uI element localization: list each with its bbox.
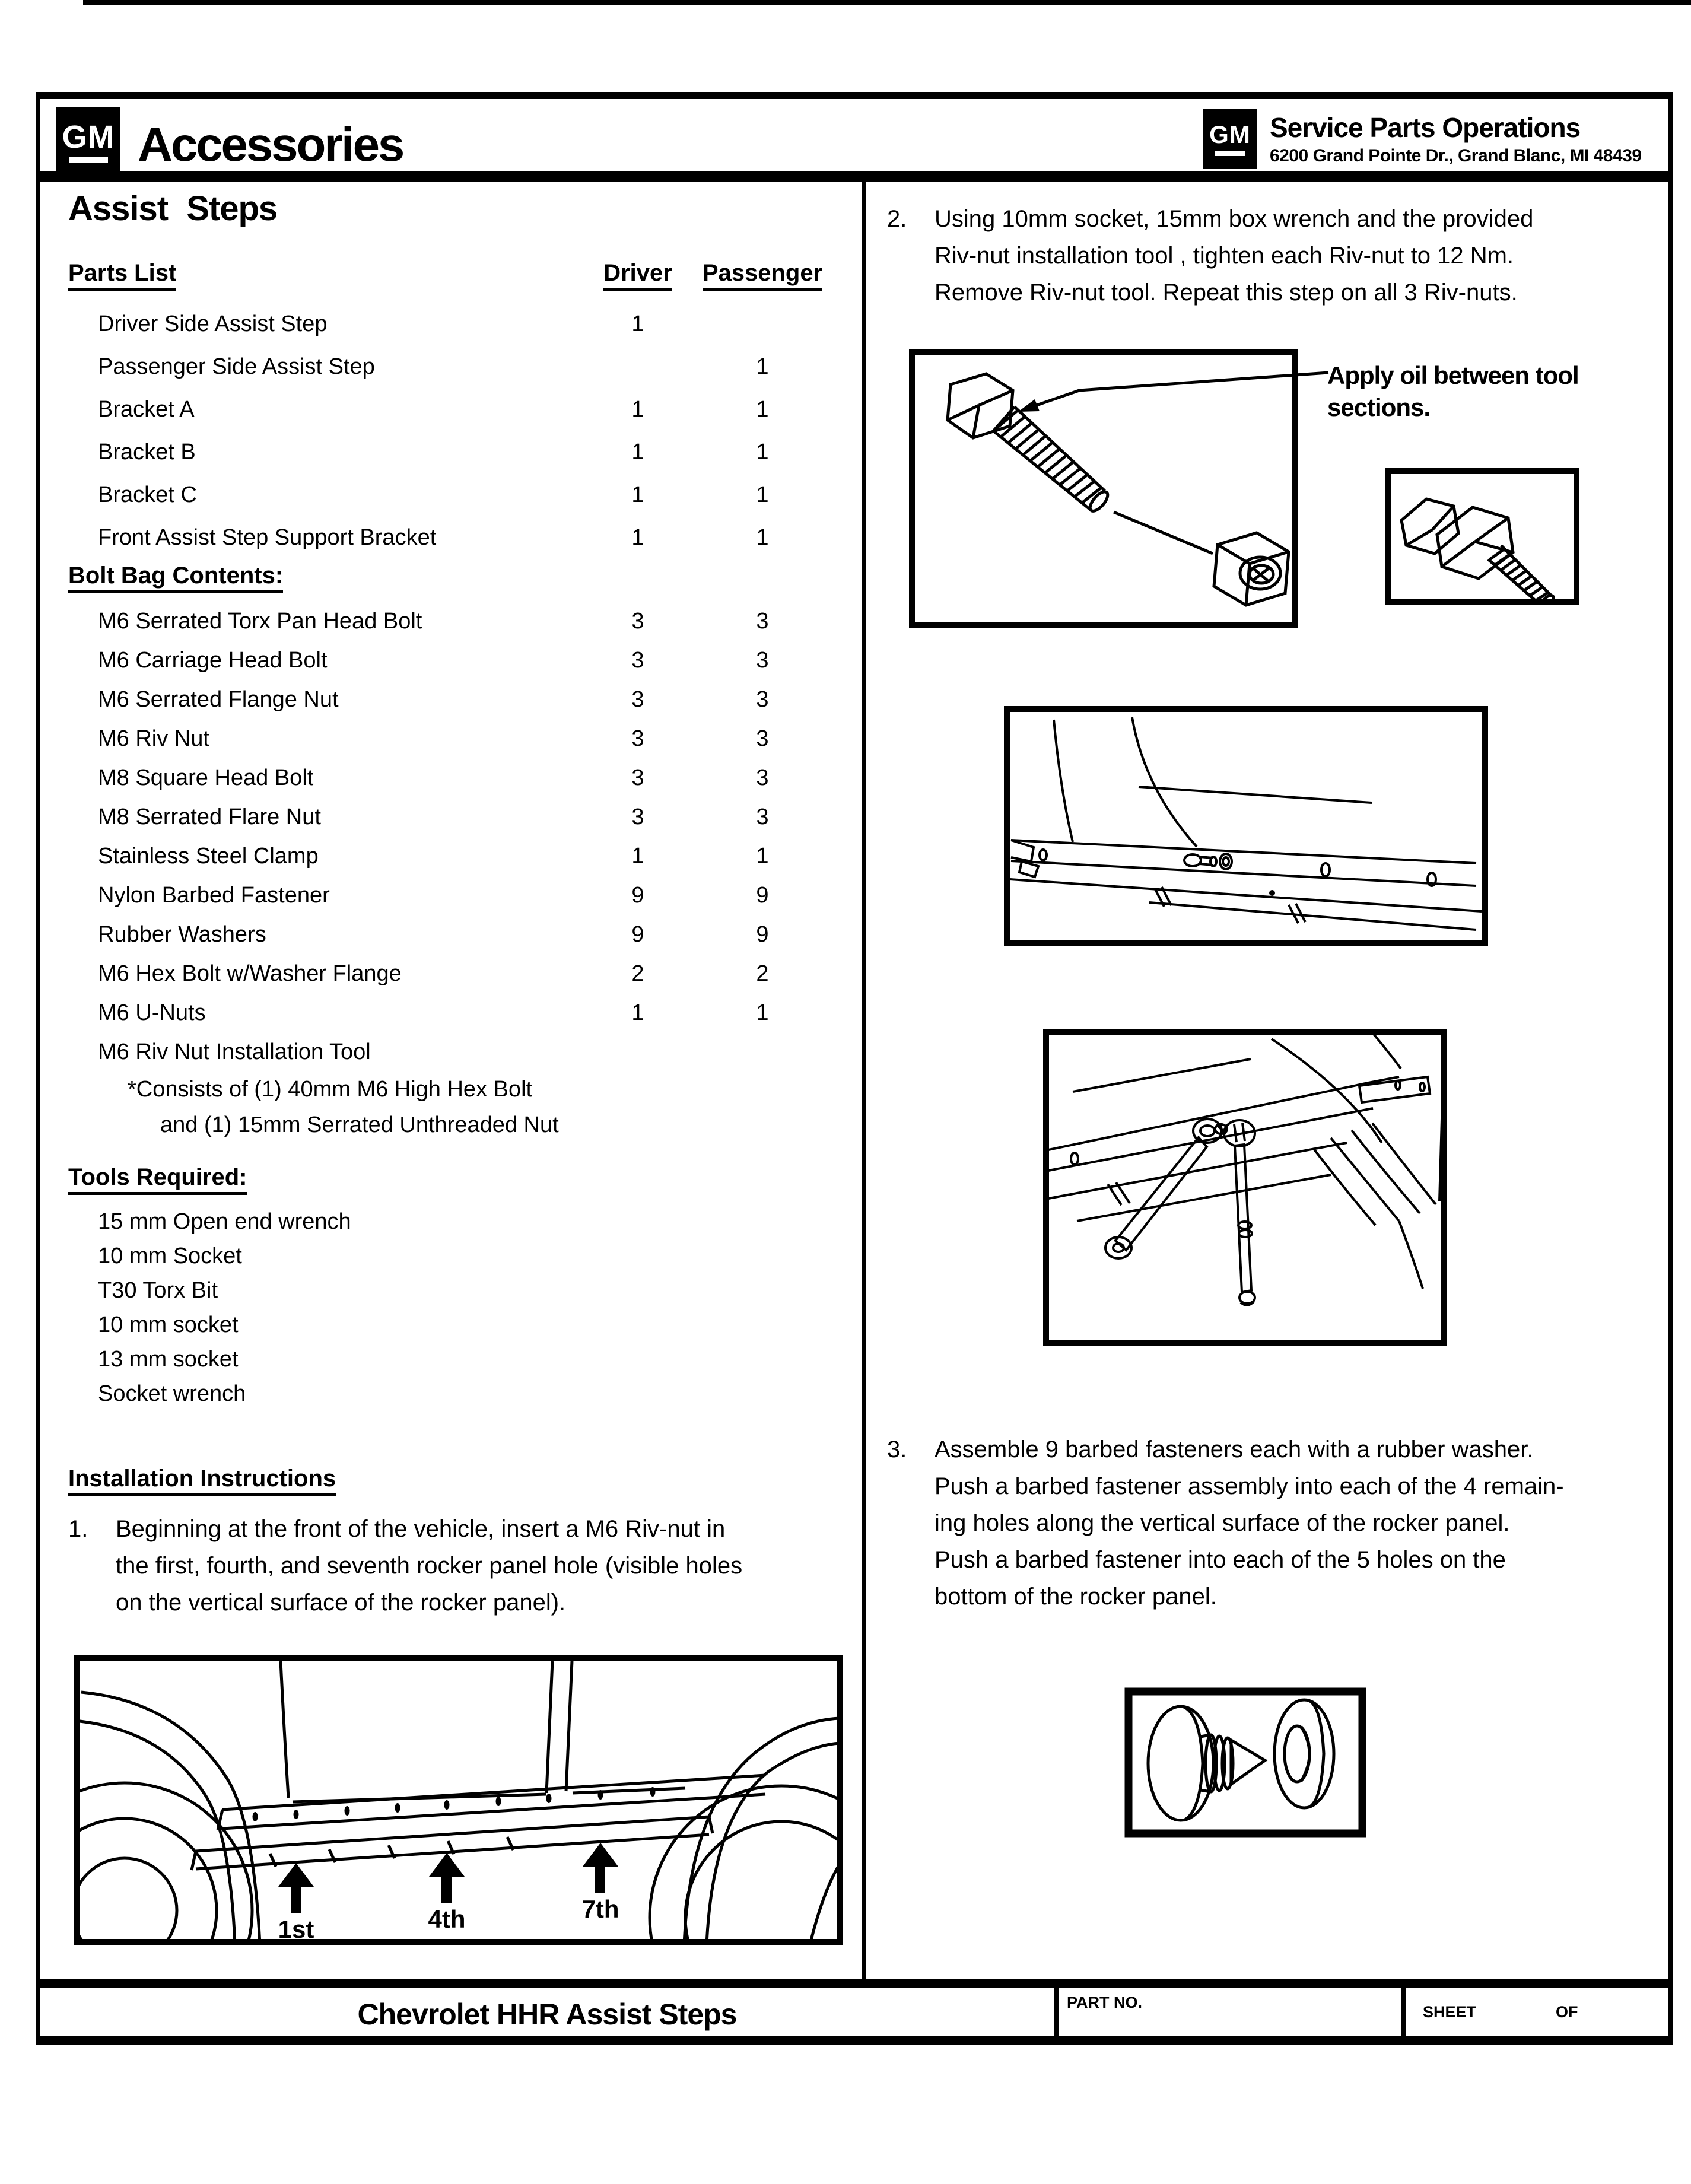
sheet-label: SHEET (1423, 2003, 1477, 2021)
installation-instructions (68, 1465, 846, 1621)
driver-qty: 1 (631, 396, 644, 422)
step-text-line: ing holes along the vertical surface of the rocker panel. (935, 1510, 1510, 1536)
table-row (68, 719, 846, 758)
passenger-qty: 1 (756, 482, 769, 507)
bolt-bag-heading: Bolt Bag Contents: (68, 562, 283, 593)
rivnut-tool-assembled-drawing (1385, 468, 1579, 605)
part-name: Front Assist Step Support Bracket (98, 524, 437, 550)
step-text (935, 1431, 1658, 1615)
part-no-label: PART NO. (1067, 1994, 1142, 2011)
footer-divider-1 (1054, 1988, 1059, 2036)
table-row (68, 680, 846, 719)
part-name: Bracket A (98, 396, 195, 422)
table-row (68, 758, 846, 797)
parts-list-heading: Parts List (68, 260, 176, 291)
rocker-panel-holes-diagram (1004, 706, 1488, 946)
passenger-qty: 3 (756, 686, 769, 712)
table-row (68, 602, 846, 641)
part-name: Driver Side Assist Step (98, 311, 328, 336)
part-name: Rubber Washers (98, 921, 266, 947)
part-name: Stainless Steel Clamp (98, 843, 319, 869)
table-row (68, 993, 846, 1032)
instructions-heading: Installation Instructions (68, 1465, 336, 1496)
driver-qty: 3 (631, 804, 644, 829)
list-item: Socket wrench (98, 1381, 246, 1406)
passenger-column-header: Passenger (703, 260, 822, 291)
table-row (68, 388, 846, 431)
step-text-line: bottom of the rocker panel. (935, 1584, 1217, 1610)
border-right (1668, 92, 1673, 2045)
spo-address: 6200 Grand Pointe Dr., Grand Blanc, MI 48439 (1270, 146, 1642, 166)
passenger-qty: 3 (756, 765, 769, 790)
barbed-fastener-washer-diagram (1124, 1687, 1366, 1838)
table-row (68, 345, 846, 388)
part-name: M8 Square Head Bolt (98, 765, 314, 790)
border-left (36, 92, 40, 2045)
step-text-line: on the vertical surface of the rocker panel). (116, 1589, 566, 1616)
driver-qty: 3 (631, 608, 644, 634)
table-row (68, 954, 846, 993)
driver-qty: 9 (631, 921, 644, 947)
step-text-line: Beginning at the front of the vehicle, insert a M6 Riv-nut in (116, 1516, 726, 1542)
list-item: 10 mm Socket (98, 1243, 242, 1269)
rivnut-tightening-diagram (1043, 1029, 1447, 1346)
passenger-qty: 3 (756, 647, 769, 673)
passenger-qty: 1 (756, 396, 769, 422)
part-name: Bracket C (98, 482, 197, 507)
rivnut-tool-assembled-diagram (1385, 468, 1579, 605)
gm-logo-underline (1215, 151, 1245, 156)
passenger-qty: 1 (756, 843, 769, 869)
driver-qty: 3 (631, 765, 644, 790)
table-row (68, 473, 846, 516)
scan-edge-line (83, 0, 1691, 5)
driver-qty: 2 (631, 961, 644, 986)
step-3 (887, 1431, 1658, 1615)
step-text-line: Using 10mm socket, 15mm box wrench and the provided (935, 206, 1534, 232)
driver-qty: 3 (631, 647, 644, 673)
page-title: Assist Steps (68, 189, 278, 228)
driver-qty: 9 (631, 882, 644, 908)
footer-top-rule (36, 1979, 1673, 1988)
step-number: 1. (68, 1516, 88, 1542)
step-text-line: Assemble 9 barbed fasteners each with a rubber washer. (935, 1436, 1534, 1463)
hole-7th-label: 7th (581, 1895, 619, 1923)
gm-logo-text: GM (1209, 120, 1251, 148)
part-name: M8 Serrated Flare Nut (98, 804, 321, 829)
list-item: 10 mm socket (98, 1312, 239, 1337)
bolt-bag-table (68, 562, 846, 1143)
part-name: M6 Serrated Torx Pan Head Bolt (98, 608, 422, 634)
passenger-qty: 1 (756, 354, 769, 379)
part-name: M6 Riv Nut (98, 726, 209, 751)
table-row (68, 641, 846, 680)
list-item: T30 Torx Bit (98, 1277, 218, 1303)
table-row (68, 876, 846, 915)
passenger-qty: 9 (756, 921, 769, 947)
column-divider (862, 182, 866, 1979)
table-row (68, 837, 846, 876)
gm-logo-text: GM (62, 119, 115, 155)
passenger-qty: 3 (756, 726, 769, 751)
part-name: Passenger Side Assist Step (98, 354, 375, 379)
part-name: M6 Hex Bolt w/Washer Flange (98, 961, 402, 986)
hole-1st-label: 1st (278, 1915, 314, 1943)
driver-column-header: Driver (603, 260, 672, 291)
passenger-qty: 3 (756, 608, 769, 634)
parts-list-header (68, 260, 846, 303)
part-name: M6 U-Nuts (98, 1000, 206, 1025)
driver-qty: 3 (631, 686, 644, 712)
step-number: 2. (887, 206, 907, 232)
step-text-line: Push a barbed fastener assembly into each of the 4 remain- (935, 1473, 1564, 1499)
gm-accessories-logo (56, 107, 120, 177)
vehicle-rocker-diagram (74, 1655, 843, 1945)
table-row (68, 516, 846, 559)
driver-qty: 1 (631, 1000, 644, 1025)
of-label: OF (1556, 2003, 1578, 2021)
table-row (68, 797, 846, 837)
part-name: M6 Carriage Head Bolt (98, 647, 328, 673)
passenger-qty: 1 (756, 439, 769, 465)
passenger-qty: 1 (756, 524, 769, 550)
list-item: 13 mm socket (98, 1346, 239, 1372)
step-text-line: Riv-nut installation tool , tighten each Riv-nut to 12 Nm. (935, 243, 1514, 269)
accessories-wordmark: Accessories (138, 118, 403, 171)
footer-title: Chevrolet HHR Assist Steps (357, 1998, 737, 2031)
tools-required-list (68, 1164, 846, 1411)
apply-oil-note: Apply oil between tool sections. (1327, 361, 1579, 421)
step-number: 3. (887, 1436, 907, 1463)
driver-qty: 1 (631, 843, 644, 869)
table-row (68, 303, 846, 345)
list-item: 15 mm Open end wrench (98, 1209, 351, 1234)
tool-note-line: and (1) 15mm Serrated Unthreaded Nut (160, 1112, 559, 1137)
passenger-qty: 2 (756, 961, 769, 986)
step-text (935, 201, 1658, 311)
driver-qty: 1 (631, 482, 644, 507)
passenger-qty: 3 (756, 804, 769, 829)
tool-note-line: *Consists of (1) 40mm M6 High Hex Bolt (128, 1076, 533, 1102)
step-1 (68, 1511, 846, 1621)
gm-logo-underline (69, 157, 108, 163)
passenger-qty: 9 (756, 882, 769, 908)
rivnut-tightening-drawing (1043, 1029, 1447, 1346)
footer-divider-2 (1401, 1988, 1406, 2036)
passenger-qty: 1 (756, 1000, 769, 1025)
footer-bottom-rule (36, 2036, 1673, 2045)
tools-heading: Tools Required: (68, 1164, 247, 1195)
hole-4th-label: 4th (428, 1905, 466, 1933)
rocker-panel-holes-drawing (1004, 706, 1488, 946)
driver-qty: 1 (631, 311, 644, 336)
gm-spo-logo (1203, 109, 1257, 169)
table-row (68, 431, 846, 473)
gm-logo-nub (117, 172, 125, 180)
part-name: Bracket B (98, 439, 196, 465)
table-row (68, 1032, 846, 1072)
parts-list-table (68, 260, 846, 559)
driver-qty: 3 (631, 726, 644, 751)
vehicle-rocker-drawing (74, 1655, 843, 1945)
header-rule (36, 171, 1673, 182)
part-name: M6 Serrated Flange Nut (98, 686, 339, 712)
step-text (116, 1511, 846, 1621)
driver-qty: 1 (631, 439, 644, 465)
driver-qty: 1 (631, 524, 644, 550)
step-text-line: Remove Riv-nut tool. Repeat this step on all 3 Riv-nuts. (935, 279, 1518, 306)
step-text-line: Push a barbed fastener into each of the 5 holes on the (935, 1547, 1506, 1573)
border-top (36, 92, 1673, 99)
step-text-line: the first, fourth, and seventh rocker panel hole (visible holes (116, 1553, 743, 1579)
table-row (68, 915, 846, 954)
step-2 (887, 201, 1658, 311)
barbed-fastener-washer-drawing (1124, 1687, 1366, 1838)
part-name: M6 Riv Nut Installation Tool (98, 1039, 371, 1064)
spo-title: Service Parts Operations (1270, 112, 1581, 143)
part-name: Nylon Barbed Fastener (98, 882, 330, 908)
